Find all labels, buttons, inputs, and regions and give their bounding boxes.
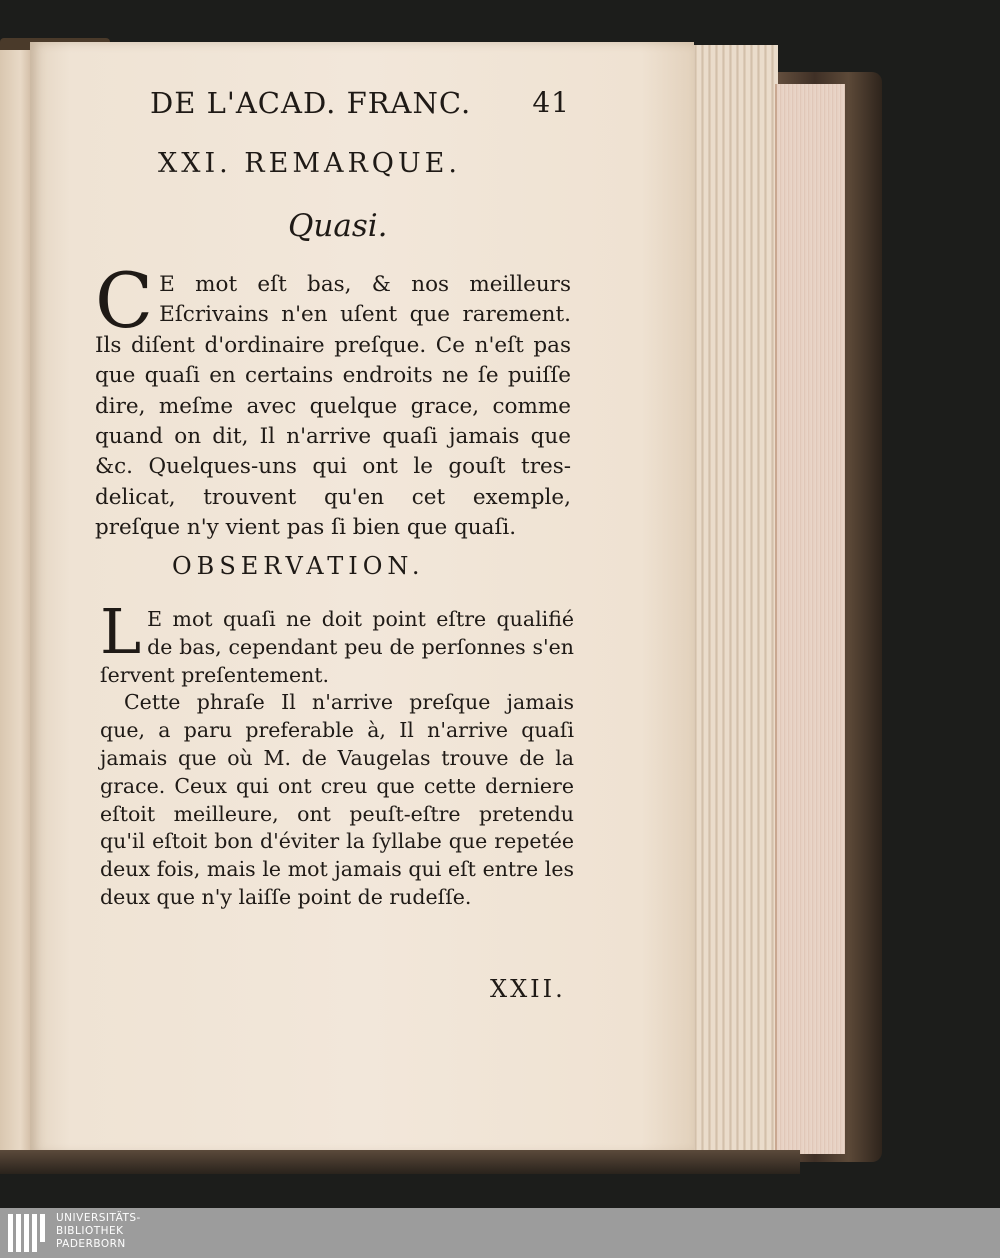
observation-second-paragraph: Cette phraſe Il n'arrive preſque jamais que, a paru preferable à, Il n'arrive quaſi jamais que où M. de Vaugelas trouve de la grace. Ceux qui ont creu que cette derniere eſtoit meilleure, ont peuſt-eſtre pretendu qu'il eſtoit bon d'éviter la ſyllabe que repetée deux fois, mais le mot jamais qui eſt entre les deux que n'y laiſſe point de rudeſſe. bbox=[100, 690, 574, 909]
page-stack bbox=[690, 45, 778, 1160]
dropcap-l: L bbox=[100, 595, 142, 668]
book-bottom-edge bbox=[0, 1150, 800, 1174]
remark-paragraph bbox=[95, 256, 571, 544]
library-logo-icon bbox=[6, 1212, 48, 1254]
left-page-edge bbox=[0, 50, 34, 1160]
library-footer bbox=[0, 1208, 1000, 1258]
observation-first-paragraph: E mot quaſi ne doit point eſtre qualifié de bas, cependant peu de perſonnes s'en ſervent preſentement. bbox=[100, 607, 574, 687]
observation-title: OBSERVATION. bbox=[172, 552, 425, 580]
page-number: 41 bbox=[532, 86, 570, 119]
observation-body bbox=[100, 595, 574, 912]
catchword: XXII. bbox=[490, 975, 566, 1003]
section-title: XXI. REMARQUE. bbox=[158, 148, 461, 179]
dropcap-c: C bbox=[95, 256, 154, 345]
remark-text: E mot eſt bas, & nos meilleurs Eſcrivains n'en uſent que rarement. Ils diſent d'ordinaire preſque. Ce n'eſt pas que quaſi en certains endroits ne ſe puiſſe dire, meſme avec quelque grace, comme quand on dit, Il n'arrive quaſi jamais que &c. Quelques-uns qui ont le gouſt tres-delicat, trouvent qu'en cet exemple, preſque n'y vient pas ſi bien que quaſi. bbox=[95, 272, 571, 541]
fore-edge bbox=[775, 84, 845, 1154]
headword: Quasi. bbox=[288, 208, 388, 244]
library-name: UNIVERSITÄTS- BIBLIOTHEK PADERBORN bbox=[56, 1212, 141, 1250]
running-header bbox=[150, 86, 570, 120]
running-title: DE L'ACAD. FRANC. bbox=[150, 86, 472, 120]
